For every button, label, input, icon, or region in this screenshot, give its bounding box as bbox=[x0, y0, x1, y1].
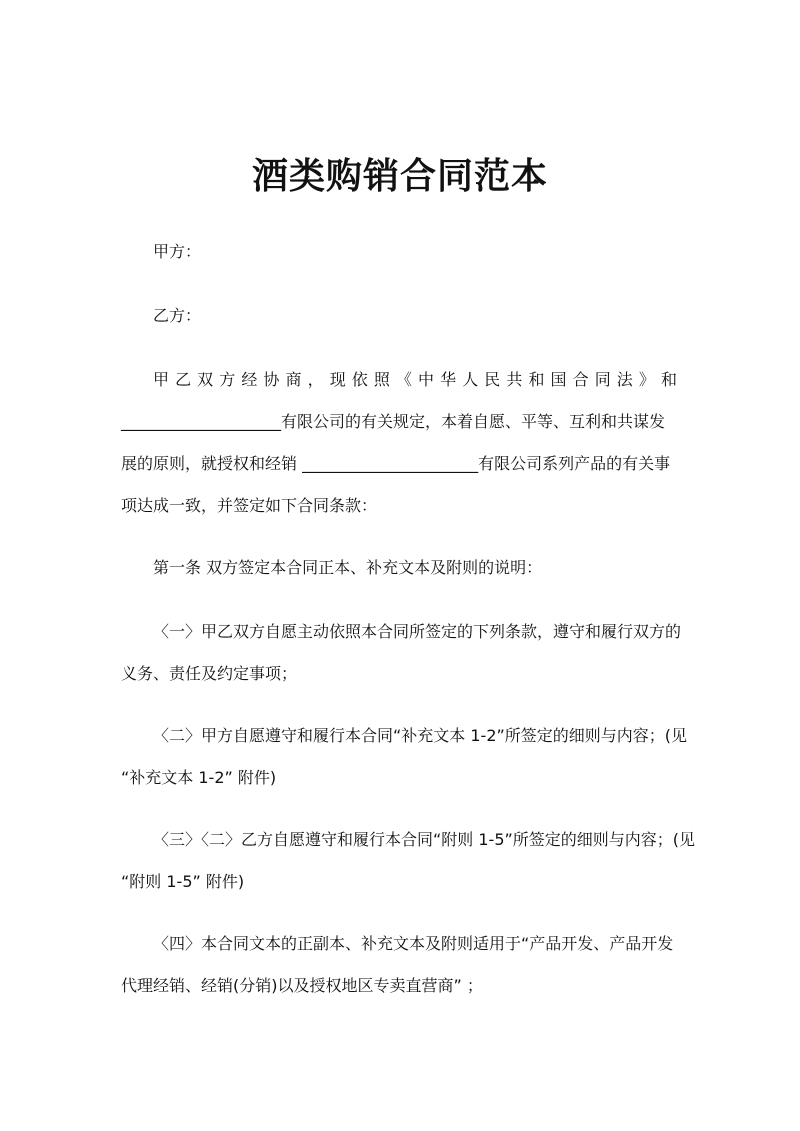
party-b-label: 乙方： bbox=[153, 306, 202, 325]
clause-2-line-2: “补充文本 1-2” 附件) bbox=[121, 768, 277, 787]
company-blank-2: ______________________ bbox=[302, 454, 479, 473]
clause-1-line-2: 义务、责任及约定事项； bbox=[121, 664, 298, 683]
document-title: 酒类购销合同范本 bbox=[251, 156, 548, 197]
intro-line-3-suffix: 有限公司系列产品的有关事 bbox=[478, 454, 671, 473]
article-1-heading: 第一条 双方签定本合同正本、补充文本及附则的说明： bbox=[153, 558, 543, 577]
intro-line-2 bbox=[121, 412, 681, 432]
clause-1-line-1: 〈一〉甲乙双方自愿主动依照本合同所签定的下列条款，遵守和履行双方的 bbox=[153, 622, 682, 641]
intro-line-1: 甲乙双方经协商，现依照《中华人民共和国合同法》和 bbox=[153, 370, 681, 389]
intro-line-3 bbox=[121, 454, 681, 474]
clause-4-line-2: 代理经销、经销(分销)以及授权地区专卖直营商” ； bbox=[121, 976, 483, 995]
intro-line-2-text: 有限公司的有关规定，本着自愿、平等、互利和共谋发 bbox=[281, 412, 666, 431]
clause-3-line-2: “附则 1-5” 附件) bbox=[121, 872, 245, 891]
clause-4-line-1: 〈四〉本合同文本的正副本、补充文本及附则适用于“产品开发、产品开发 bbox=[153, 934, 674, 953]
clause-3-line-1: 〈三〉〈二〉乙方自愿遵守和履行本合同“附则 1-5”所签定的细则与内容；(见 bbox=[153, 830, 696, 849]
clause-2-line-1: 〈二〉甲方自愿遵守和履行本合同“补充文本 1-2”所签定的细则与内容；(见 bbox=[153, 726, 688, 745]
intro-line-3-prefix: 展的原则，就授权和经销 bbox=[121, 454, 298, 473]
intro-line-4: 项达成一致，并签定如下合同条款： bbox=[121, 496, 378, 515]
company-blank-1: ____________________ bbox=[121, 412, 281, 431]
party-a-label: 甲方： bbox=[153, 242, 202, 261]
